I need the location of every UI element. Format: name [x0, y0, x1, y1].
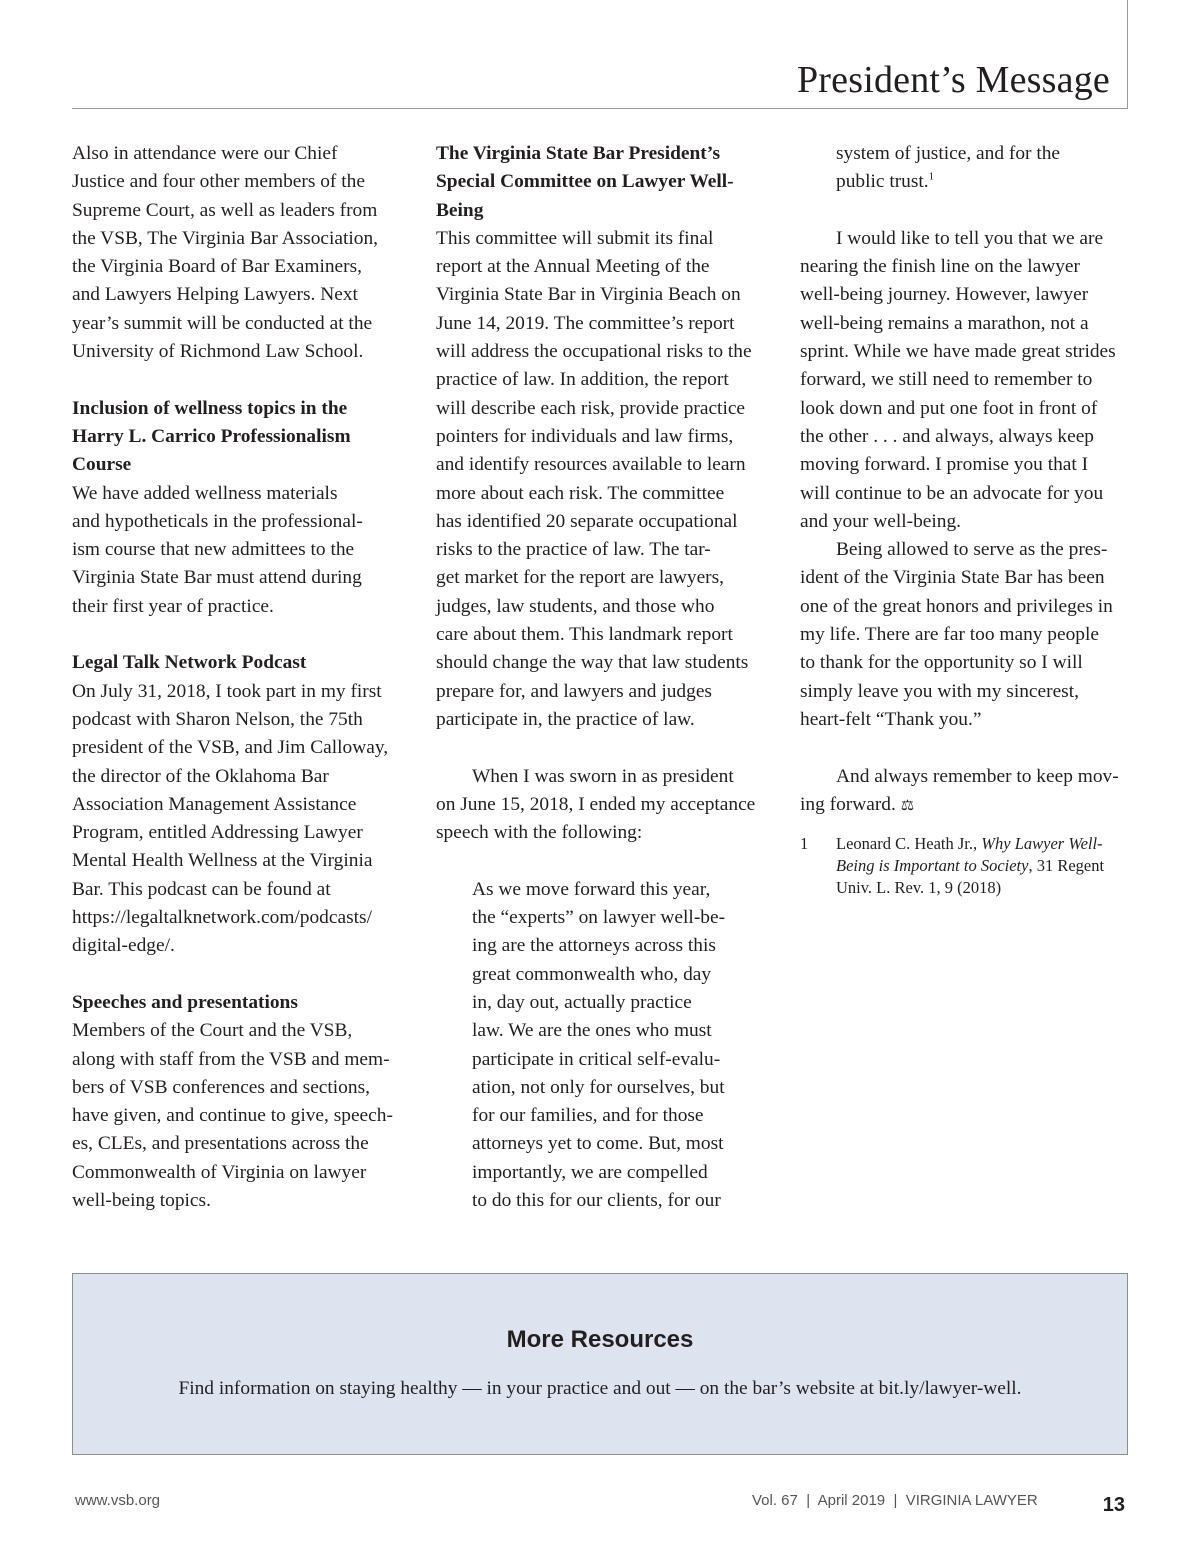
- footnote-number: 1: [800, 834, 809, 854]
- column-2: [436, 140, 766, 1215]
- section-title: President’s Message: [796, 59, 1110, 101]
- more-resources-text: Find information on staying healthy — in your practice and out — on the bar’s website at bit.ly/lawyer-well.: [178, 1378, 1022, 1399]
- footnote-text: Leonard C. Heath Jr., Why Lawyer Well- Being is Important to Society, 31 Regent Univ. L. Rev. 1, 9 (2018): [836, 834, 1105, 898]
- paragraph-wellness-materials: We have added wellness materials and hypotheticals in the professional- ism course that new admittees to the Virginia State Bar must attend during their first year of practice.: [72, 482, 363, 617]
- footer-website[interactable]: www.vsb.org: [75, 1492, 161, 1509]
- header-rule: [72, 108, 1128, 109]
- heading-speeches: Speeches and presentations: [72, 991, 298, 1013]
- paragraph-honors: Being allowed to serve as the pres- ident of the Virginia State Bar has been one of the great honors and privileges in my life. There are far too many people to thank for the opportunity so I will simply leave you with my sincerest, heart-felt “Thank you.”: [800, 539, 1113, 730]
- block-quote-continued: system of justice, and for the public trust.$^1$: [836, 143, 1061, 193]
- block-quote: As we move forward this year, the “experts” on lawyer well-be- ing are the attorneys across this great commonwealth who, day in, day out, actually practice law. We are the ones who must participate in critical self-evalu- ation, not only for ourselves, but for our families, and for those attorneys yet to come. But, most importantly, we are compelled to do this for our clients, for our: [472, 878, 726, 1211]
- column-1: [72, 140, 392, 1215]
- paragraph-closing: And always remember to keep mov- ing forward. ⚖: [800, 765, 1119, 815]
- paragraph-sworn-in: When I was sworn in as president on June 15, 2018, I ended my acceptance speech with the following:: [436, 765, 756, 844]
- footnote-reference[interactable]: 1: [928, 170, 935, 183]
- footnote: [800, 833, 1130, 899]
- podcast-link-cont[interactable]: digital-edge/.: [72, 935, 175, 957]
- paragraph-podcast: On July 31, 2018, I took part in my first podcast with Sharon Nelson, the 75th president of the VSB, and Jim Calloway, the director of the Oklahoma Bar Association Management Assistance Program, entitled Addressing Lawyer Mental Health Wellness at the Virginia Bar. This podcast can be found at https://legaltalknetwork.com/podcasts/ digital-edge/.: [72, 678, 392, 961]
- scales-icon: ⚖: [900, 795, 915, 814]
- heading-special-committee: The Virginia State Bar President’s Special Committee on Lawyer Well- Being: [436, 143, 734, 221]
- more-resources-box: [72, 1273, 1128, 1455]
- paragraph-committee-report: This committee will submit its final report at the Annual Meeting of the Virginia State Bar in Virginia Beach on June 14, 2019. The committee’s report will address the occupational risks to the practice of law. In addition, the report will describe each risk, provide practice pointers for individuals and law firms, and identify resources available to learn more about each risk. The committee has identified 20 separate occupational risks to the practice of law. The tar- get market for the report are lawyers, judges, law students, and those who care about them. This landmark report should change the way that law students prepare for, and lawyers and judges participate in, the practice of law.: [436, 227, 752, 730]
- header-vertical-rule: [1127, 0, 1128, 108]
- more-resources-title: More Resources: [506, 1326, 694, 1353]
- column-3: [800, 140, 1130, 899]
- paragraph-speeches: Members of the Court and the VSB, along with staff from the VSB and mem- bers of VSB conferences and sections, have given, and continue to give, speech- es, CLEs, and presentations across the Commonwealth of Virginia on lawyer well-being topics.: [72, 1020, 393, 1211]
- footer-issue: Vol. 67 | April 2019 | VIRGINIA LAWYER: [752, 1492, 1038, 1509]
- paragraph-attendance: Also in attendance were our Chief Justice and four other members of the Supreme Court, as well as leaders from the VSB, The Virginia Bar Association, the Virginia Board of Bar Examiners, and Lawyers Helping Lawyers. Next year’s summit will be conducted at the University of Richmond Law School.: [72, 143, 379, 363]
- heading-podcast: Legal Talk Network Podcast: [72, 652, 307, 674]
- paragraph-finish-line: I would like to tell you that we are nearing the finish line on the lawyer well-being journey. However, lawyer well-being remains a marathon, not a sprint. While we have made great strides forward, we still need to remember to look down and put one foot in front of the other . . . and always, always keep moving forward. I promise you that I will continue to be an advocate for you and your well-being.: [800, 227, 1116, 532]
- podcast-link[interactable]: https://legaltalknetwork.com/podcasts/: [72, 907, 372, 929]
- heading-wellness-topics: Inclusion of wellness topics in the Harry L. Carrico Professionalism Course: [72, 397, 351, 476]
- page-number: 13: [1102, 1494, 1125, 1516]
